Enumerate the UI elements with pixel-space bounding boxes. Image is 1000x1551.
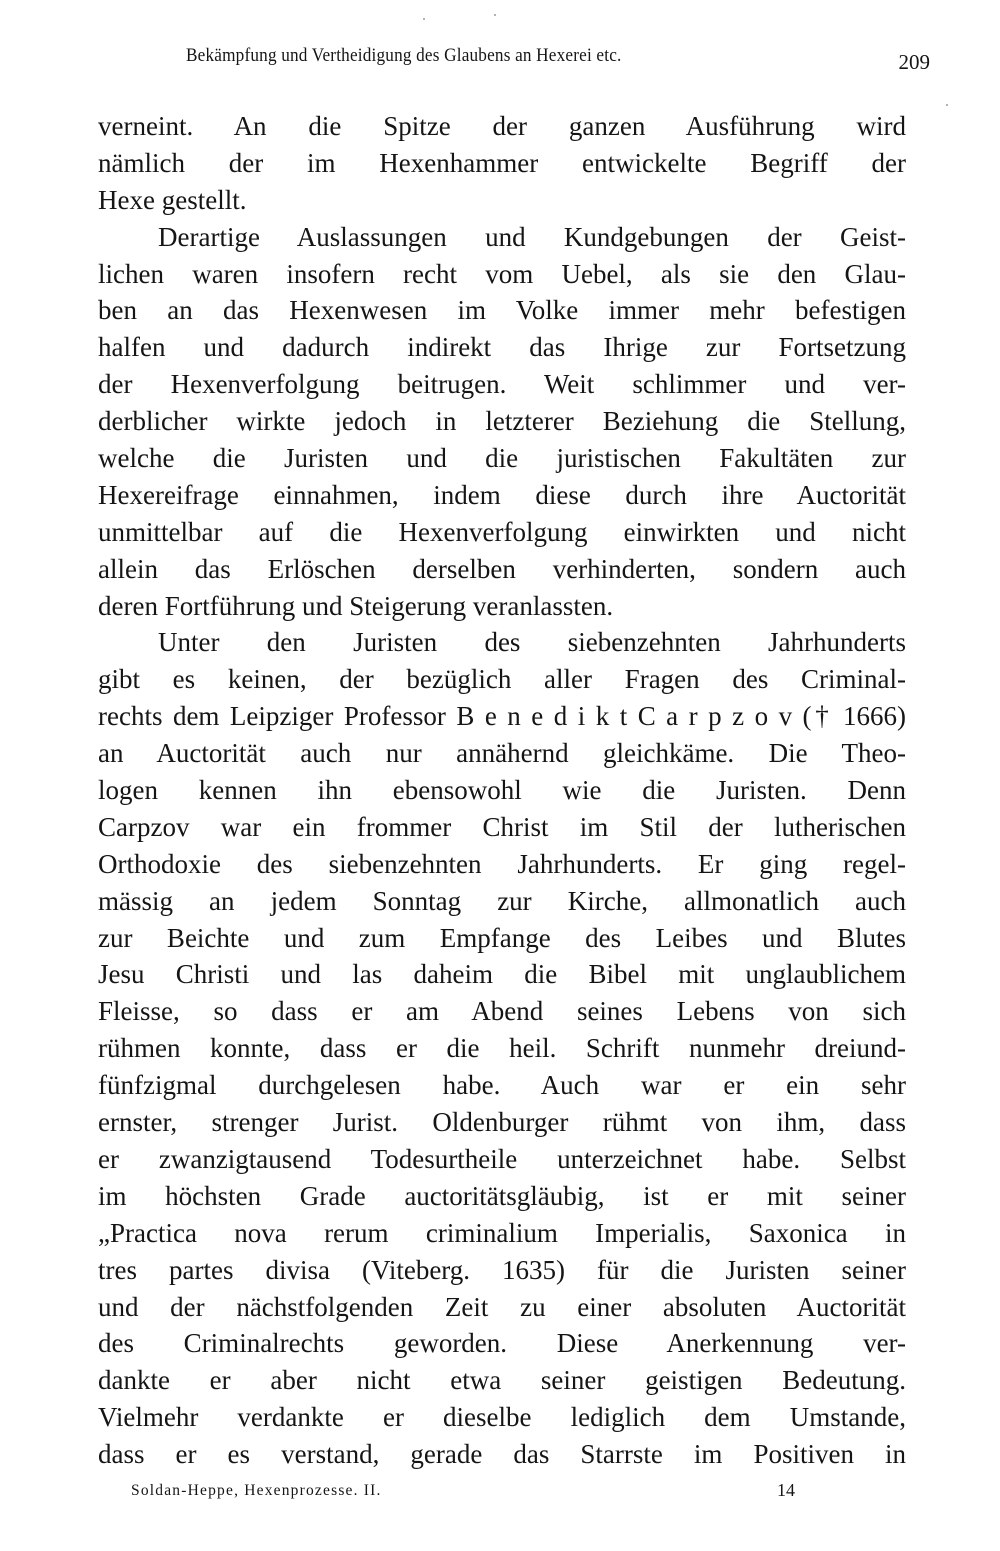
running-head: [186, 46, 930, 76]
text-line: deren Fortführung und Steigerung veranlassten.: [98, 590, 614, 621]
sheet-number: 14: [777, 1480, 795, 1500]
text-line: lichen waren insofern recht vom Uebel, als sie den Glau-: [98, 258, 906, 289]
text-line: dass er es verstand, gerade das Starrste im Positiven in: [98, 1439, 906, 1470]
text-line: mässig an jedem Sonntag zur Kirche, allmonatlich auch: [98, 885, 906, 916]
text-line: Orthodoxie des siebenzehnten Jahrhunderts. Er ging regel-: [98, 848, 906, 879]
footer: [131, 1482, 795, 1506]
running-title: Bekämpfung und Vertheidigung des Glaubens an Hexerei etc.: [186, 46, 622, 66]
text-line: dankte er aber nicht etwa seiner geistigen Bedeutung.: [98, 1365, 906, 1396]
text-line: Jesu Christi und las daheim die Bibel mit unglaublichem: [98, 959, 906, 990]
text-line: Unter den Juristen des siebenzehnten Jahrhunderts: [158, 627, 906, 658]
text-line: derblicher wirkte jedoch in letzterer Beziehung die Stellung,: [98, 406, 906, 437]
text-line: logen kennen ihn ebensowohl wie die Juristen. Denn: [98, 775, 906, 806]
text-line: Fleisse, so dass er am Abend seines Lebens von sich: [98, 996, 906, 1027]
text-line: Hexe gestellt.: [98, 184, 247, 215]
text-line: Hexereifrage einnahmen, indem diese durch ihre Auctorität: [98, 479, 906, 510]
text-line: Carpzov war ein frommer Christ im Stil der lutherischen: [98, 811, 906, 842]
text-line: zur Beichte und zum Empfange des Leibes und Blutes: [98, 922, 906, 953]
text-line: allein das Erlöschen derselben verhinderten, sondern auch: [98, 553, 906, 584]
text-line: des Criminalrechts geworden. Diese Anerkennung ver-: [98, 1328, 906, 1359]
scan-speck: [946, 104, 948, 106]
text-line: gibt es keinen, der bezüglich aller Fragen des Criminal-: [98, 664, 906, 695]
text-line: ben an das Hexenwesen im Volke immer mehr befestigen: [98, 295, 906, 326]
scan-speck: [494, 14, 496, 16]
page-number: 209: [898, 50, 930, 74]
text-line: nämlich der im Hexenhammer entwickelte Begriff der: [98, 147, 906, 178]
text-line: unmittelbar auf die Hexenverfolgung einwirkten und nicht: [98, 516, 906, 547]
text-line: er zwanzigtausend Todesurtheile unterzeichnet habe. Selbst: [98, 1143, 906, 1174]
text-line: tres partes divisa (Viteberg. 1635) für die Juristen seiner: [98, 1254, 906, 1285]
scan-speck: [423, 18, 425, 20]
text-line: fünfzigmal durchgelesen habe. Auch war er ein sehr: [98, 1070, 906, 1101]
printer-signature: Soldan-Heppe, Hexenprozesse. II.: [131, 1482, 382, 1499]
text-line: Derartige Auslassungen und Kundgebungen der Geist-: [158, 221, 906, 252]
text-line: rechts dem Leipziger Professor B e n e d i k t C a r p z o v († 1666): [98, 701, 906, 732]
text-line: Vielmehr verdankte er dieselbe lediglich dem Umstande,: [98, 1402, 906, 1433]
body-text: [98, 108, 906, 1473]
text-line: der Hexenverfolgung beitrugen. Weit schlimmer und ver-: [98, 369, 906, 400]
text-line: und der nächstfolgenden Zeit zu einer absoluten Auctorität: [98, 1291, 906, 1322]
text-line: verneint. An die Spitze der ganzen Ausführung wird: [98, 111, 906, 141]
text-line: an Auctorität auch nur annähernd gleichkäme. Die Theo-: [98, 738, 906, 769]
text-line: im höchsten Grade auctoritätsgläubig, ist er mit seiner: [98, 1180, 906, 1211]
text-line: welche die Juristen und die juristischen Fakultäten zur: [98, 443, 906, 474]
text-line: halfen und dadurch indirekt das Ihrige zur Fortsetzung: [98, 332, 906, 363]
text-line: ernster, strenger Jurist. Oldenburger rühmt von ihm, dass: [98, 1107, 906, 1138]
text-line: „Practica nova rerum criminalium Imperialis, Saxonica in: [98, 1217, 906, 1248]
text-line: rühmen konnte, dass er die heil. Schrift nunmehr dreiund-: [98, 1033, 906, 1064]
